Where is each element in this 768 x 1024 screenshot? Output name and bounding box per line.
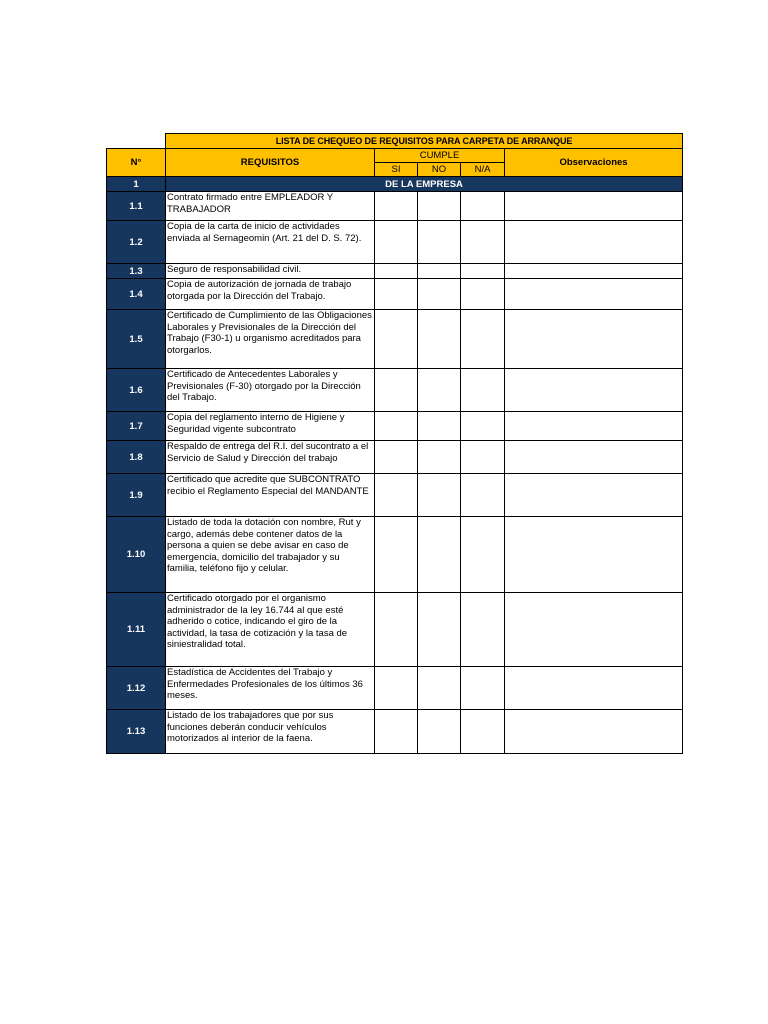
header-no: NO — [418, 163, 461, 177]
row-requirement: Copia de autorización de jornada de trabajo otorgada por la Dirección del Trabajo. — [166, 279, 375, 310]
table-row — [107, 710, 683, 754]
table-row — [107, 412, 683, 441]
no-cell[interactable] — [418, 517, 461, 593]
row-num: 1.3 — [107, 264, 166, 279]
observaciones-cell[interactable] — [505, 593, 683, 667]
table-title: LISTA DE CHEQUEO DE REQUISITOS PARA CARPETA DE ARRANQUE — [166, 134, 683, 149]
no-cell[interactable] — [418, 192, 461, 221]
row-num: 1.10 — [107, 517, 166, 593]
row-requirement: Certificado otorgado por el organismo administrador de la ley 16.744 al que esté adherido o cotice, indicando el giro de la actividad, la tasa de cotización y la tasa de siniestralidad total. — [166, 593, 375, 667]
na-cell[interactable] — [461, 441, 505, 474]
table-row — [107, 369, 683, 412]
table-row — [107, 667, 683, 710]
row-requirement: Listado de los trabajadores que por sus funciones deberán conducir vehículos motorizados al interior de la faena. — [166, 710, 375, 754]
row-num: 1.11 — [107, 593, 166, 667]
si-cell[interactable] — [375, 192, 418, 221]
row-num: 1.2 — [107, 221, 166, 264]
section-title: DE LA EMPRESA — [166, 177, 683, 192]
table-row — [107, 517, 683, 593]
row-num: 1.9 — [107, 474, 166, 517]
na-cell[interactable] — [461, 474, 505, 517]
row-requirement: Listado de toda la dotación con nombre, Rut y cargo, además debe contener datos de la persona a quien se debe avisar en caso de emergencia, domicilio del trabajador y su familia, teléfono fijo y celular. — [166, 517, 375, 593]
section-num: 1 — [107, 177, 166, 192]
row-requirement: Certificado que acredite que SUBCONTRATO recibio el Reglamento Especial del MANDANTE — [166, 474, 375, 517]
si-cell[interactable] — [375, 369, 418, 412]
si-cell[interactable] — [375, 667, 418, 710]
no-cell[interactable] — [418, 369, 461, 412]
no-cell[interactable] — [418, 593, 461, 667]
row-requirement: Seguro de responsabilidad civil. — [166, 264, 375, 279]
header-requisitos: REQUISITOS — [166, 149, 375, 177]
observaciones-cell[interactable] — [505, 474, 683, 517]
no-cell[interactable] — [418, 710, 461, 754]
si-cell[interactable] — [375, 279, 418, 310]
blank-corner-cell — [107, 134, 166, 149]
na-cell[interactable] — [461, 517, 505, 593]
row-requirement: Respaldo de entrega del R.I. del sucontrato a el Servicio de Salud y Dirección del trabajo — [166, 441, 375, 474]
row-num: 1.4 — [107, 279, 166, 310]
observaciones-cell[interactable] — [505, 412, 683, 441]
observaciones-cell[interactable] — [505, 279, 683, 310]
row-num: 1.13 — [107, 710, 166, 754]
observaciones-cell[interactable] — [505, 310, 683, 369]
observaciones-cell[interactable] — [505, 192, 683, 221]
no-cell[interactable] — [418, 221, 461, 264]
table-row — [107, 192, 683, 221]
na-cell[interactable] — [461, 279, 505, 310]
requirements-checklist-table — [106, 133, 683, 754]
row-num: 1.8 — [107, 441, 166, 474]
table-row — [107, 279, 683, 310]
row-num: 1.7 — [107, 412, 166, 441]
row-num: 1.5 — [107, 310, 166, 369]
si-cell[interactable] — [375, 412, 418, 441]
observaciones-cell[interactable] — [505, 517, 683, 593]
na-cell[interactable] — [461, 310, 505, 369]
table-row — [107, 593, 683, 667]
header-cumple: CUMPLE — [375, 149, 505, 163]
header-si: SI — [375, 163, 418, 177]
header-na: N/A — [461, 163, 505, 177]
si-cell[interactable] — [375, 517, 418, 593]
na-cell[interactable] — [461, 667, 505, 710]
section-row — [107, 177, 683, 192]
table-row — [107, 264, 683, 279]
row-requirement: Copia del reglamento interno de Higiene y Seguridad vigente subcontrato — [166, 412, 375, 441]
na-cell[interactable] — [461, 221, 505, 264]
row-requirement: Certificado de Antecedentes Laborales y Previsionales (F-30) otorgado por la Dirección del Trabajo. — [166, 369, 375, 412]
observaciones-cell[interactable] — [505, 221, 683, 264]
table-row — [107, 474, 683, 517]
no-cell[interactable] — [418, 474, 461, 517]
no-cell[interactable] — [418, 279, 461, 310]
table-row — [107, 441, 683, 474]
table-row — [107, 310, 683, 369]
row-num: 1.12 — [107, 667, 166, 710]
na-cell[interactable] — [461, 593, 505, 667]
row-requirement: Estadística de Accidentes del Trabajo y Enfermedades Profesionales de los últimos 36 meses. — [166, 667, 375, 710]
na-cell[interactable] — [461, 710, 505, 754]
si-cell[interactable] — [375, 710, 418, 754]
si-cell[interactable] — [375, 264, 418, 279]
row-requirement: Contrato firmado entre EMPLEADOR Y TRABAJADOR — [166, 192, 375, 221]
title-row — [107, 134, 683, 149]
si-cell[interactable] — [375, 593, 418, 667]
na-cell[interactable] — [461, 412, 505, 441]
si-cell[interactable] — [375, 221, 418, 264]
observaciones-cell[interactable] — [505, 369, 683, 412]
no-cell[interactable] — [418, 310, 461, 369]
si-cell[interactable] — [375, 474, 418, 517]
observaciones-cell[interactable] — [505, 264, 683, 279]
na-cell[interactable] — [461, 192, 505, 221]
observaciones-cell[interactable] — [505, 667, 683, 710]
observaciones-cell[interactable] — [505, 710, 683, 754]
observaciones-cell[interactable] — [505, 441, 683, 474]
no-cell[interactable] — [418, 264, 461, 279]
row-num: 1.6 — [107, 369, 166, 412]
row-requirement: Copia de la carta de inicio de actividades enviada al Sernageomin (Art. 21 del D. S. 72). — [166, 221, 375, 264]
header-row — [107, 149, 683, 163]
na-cell[interactable] — [461, 369, 505, 412]
row-num: 1.1 — [107, 192, 166, 221]
header-num: N° — [107, 149, 166, 177]
si-cell[interactable] — [375, 310, 418, 369]
na-cell[interactable] — [461, 264, 505, 279]
row-requirement: Certificado de Cumplimiento de las Obligaciones Laborales y Previsionales de la Dirección del Trabajo (F30-1) u organismo acreditados para otorgarlos. — [166, 310, 375, 369]
no-cell[interactable] — [418, 441, 461, 474]
no-cell[interactable] — [418, 412, 461, 441]
table-row — [107, 221, 683, 264]
si-cell[interactable] — [375, 441, 418, 474]
header-observaciones: Observaciones — [505, 149, 683, 177]
no-cell[interactable] — [418, 667, 461, 710]
